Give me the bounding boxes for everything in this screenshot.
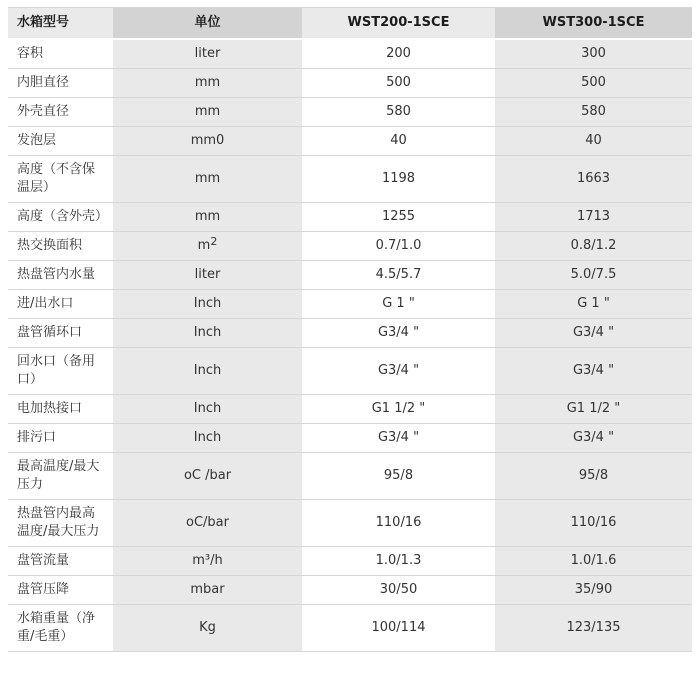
row-label: 排污口	[8, 424, 113, 453]
cell-wst300: 0.8/1.2	[495, 232, 692, 261]
row-label: 最高温度/最大压力	[8, 453, 113, 500]
table-row	[8, 424, 692, 453]
table-row	[8, 39, 692, 69]
cell-wst200: 40	[302, 127, 495, 156]
header-wst300-column: WST300-1SCE	[495, 8, 692, 40]
table-row	[8, 98, 692, 127]
table-row	[8, 395, 692, 424]
row-unit: mm	[113, 156, 302, 203]
table-row	[8, 500, 692, 547]
table-body	[8, 39, 692, 652]
header-wst200-column: WST200-1SCE	[302, 8, 495, 40]
cell-wst300: 580	[495, 98, 692, 127]
cell-wst300: 40	[495, 127, 692, 156]
cell-wst200: G3/4 "	[302, 348, 495, 395]
row-label: 发泡层	[8, 127, 113, 156]
table-row	[8, 319, 692, 348]
row-unit: mm	[113, 203, 302, 232]
row-unit: Inch	[113, 319, 302, 348]
cell-wst200: 580	[302, 98, 495, 127]
row-unit: Inch	[113, 395, 302, 424]
row-label: 盘管循环口	[8, 319, 113, 348]
table-row	[8, 290, 692, 319]
row-unit: m³/h	[113, 547, 302, 576]
table-row	[8, 156, 692, 203]
row-unit: mm	[113, 98, 302, 127]
row-label: 容积	[8, 39, 113, 69]
cell-wst300: G3/4 "	[495, 348, 692, 395]
cell-wst300: 1713	[495, 203, 692, 232]
row-unit: oC/bar	[113, 500, 302, 547]
cell-wst200: 4.5/5.7	[302, 261, 495, 290]
table-row	[8, 453, 692, 500]
row-unit: Inch	[113, 290, 302, 319]
cell-wst200: 100/114	[302, 605, 495, 652]
cell-wst200: 200	[302, 39, 495, 69]
cell-wst200: 500	[302, 69, 495, 98]
row-unit: Kg	[113, 605, 302, 652]
table-header	[8, 8, 692, 40]
row-unit: liter	[113, 39, 302, 69]
row-label: 回水口（备用口）	[8, 348, 113, 395]
row-label: 盘管压降	[8, 576, 113, 605]
cell-wst300: G1 1/2 "	[495, 395, 692, 424]
cell-wst300: 5.0/7.5	[495, 261, 692, 290]
row-label: 高度（含外壳）	[8, 203, 113, 232]
table-row	[8, 576, 692, 605]
row-label: 水箱重量（净重/毛重）	[8, 605, 113, 652]
table-row	[8, 203, 692, 232]
row-label: 电加热接口	[8, 395, 113, 424]
row-label: 内胆直径	[8, 69, 113, 98]
cell-wst200: 1198	[302, 156, 495, 203]
row-unit: liter	[113, 261, 302, 290]
water-tank-spec-table	[8, 7, 692, 652]
cell-wst300: 300	[495, 39, 692, 69]
cell-wst300: G 1 "	[495, 290, 692, 319]
cell-wst200: G3/4 "	[302, 319, 495, 348]
row-label: 盘管流量	[8, 547, 113, 576]
table-row	[8, 127, 692, 156]
cell-wst300: 110/16	[495, 500, 692, 547]
header-unit-column: 单位	[113, 8, 302, 40]
row-unit: mm	[113, 69, 302, 98]
cell-wst300: 1663	[495, 156, 692, 203]
row-unit: Inch	[113, 348, 302, 395]
row-unit: oC /bar	[113, 453, 302, 500]
table-row	[8, 547, 692, 576]
row-unit: mbar	[113, 576, 302, 605]
row-label: 热交换面积	[8, 232, 113, 261]
header-model-column: 水箱型号	[8, 8, 113, 40]
row-label: 外壳直径	[8, 98, 113, 127]
row-label: 热盘管内水量	[8, 261, 113, 290]
header-row	[8, 8, 692, 40]
table-row	[8, 69, 692, 98]
table-row	[8, 605, 692, 652]
cell-wst200: G3/4 "	[302, 424, 495, 453]
cell-wst200: 30/50	[302, 576, 495, 605]
cell-wst300: G3/4 "	[495, 424, 692, 453]
table-row	[8, 348, 692, 395]
row-label: 高度（不含保温层）	[8, 156, 113, 203]
row-label: 进/出水口	[8, 290, 113, 319]
cell-wst300: 1.0/1.6	[495, 547, 692, 576]
cell-wst300: 123/135	[495, 605, 692, 652]
row-unit: $m^2$	[113, 232, 302, 261]
cell-wst200: 1.0/1.3	[302, 547, 495, 576]
cell-wst300: 35/90	[495, 576, 692, 605]
cell-wst300: 95/8	[495, 453, 692, 500]
cell-wst200: 110/16	[302, 500, 495, 547]
table-row	[8, 232, 692, 261]
cell-wst200: 0.7/1.0	[302, 232, 495, 261]
cell-wst200: 95/8	[302, 453, 495, 500]
row-unit: Inch	[113, 424, 302, 453]
row-label: 热盘管内最高温度/最大压力	[8, 500, 113, 547]
cell-wst200: G1 1/2 "	[302, 395, 495, 424]
cell-wst200: G 1 "	[302, 290, 495, 319]
cell-wst200: 1255	[302, 203, 495, 232]
cell-wst300: G3/4 "	[495, 319, 692, 348]
row-unit: mm0	[113, 127, 302, 156]
table-row	[8, 261, 692, 290]
cell-wst300: 500	[495, 69, 692, 98]
